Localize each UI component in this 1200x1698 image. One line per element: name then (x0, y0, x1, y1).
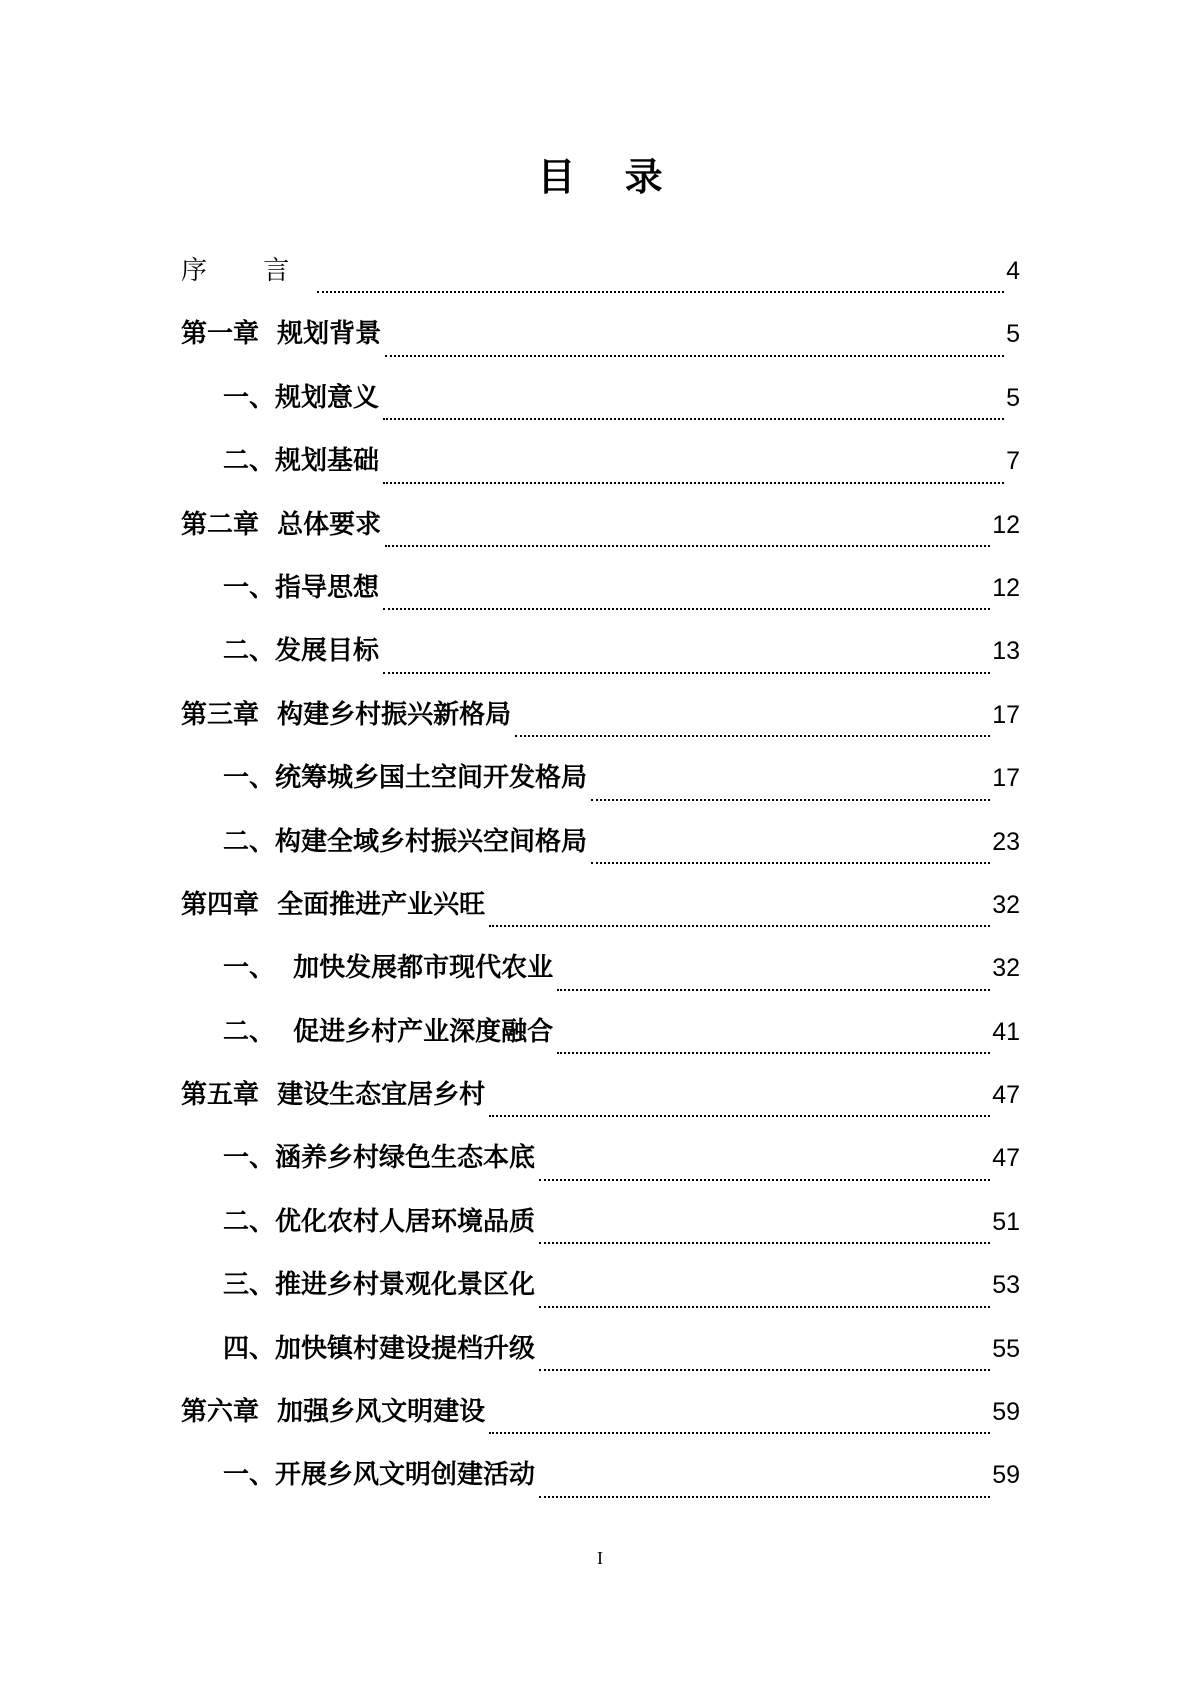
toc-entry-section[interactable] (181, 377, 1020, 440)
toc-entry-chapter-3[interactable] (181, 694, 1020, 757)
toc-entry-page: 23 (992, 827, 1020, 856)
toc-entry-page: 32 (992, 890, 1020, 919)
toc-entry-section[interactable] (181, 757, 1020, 820)
toc-entry-label: 序 言 (181, 256, 314, 286)
dot-leader (539, 1306, 990, 1308)
toc-entry-label: 三、推进乡村景观化景区化 (223, 1270, 536, 1301)
dot-leader (317, 291, 1004, 293)
dot-leader (591, 862, 990, 864)
toc-list (181, 250, 1020, 1518)
toc-entry-label: 第二章 总体要求 (181, 509, 382, 540)
page-number: I (597, 1548, 603, 1568)
dot-leader (489, 925, 990, 927)
toc-entry-page: 12 (992, 510, 1020, 539)
toc-entry-section[interactable] (181, 630, 1020, 693)
toc-entry-label: 一、规划意义 (223, 382, 380, 413)
toc-entry-label: 二、发展目标 (223, 636, 380, 667)
toc-entry-label: 二、 促进乡村产业深度融合 (223, 1016, 554, 1047)
toc-entry-section[interactable] (181, 567, 1020, 630)
toc-entry-page: 47 (992, 1144, 1020, 1173)
dot-leader (383, 418, 1004, 420)
toc-entry-preface[interactable] (181, 250, 1020, 313)
toc-entry-label: 二、规划基础 (223, 446, 380, 477)
toc-entry-page: 32 (992, 954, 1020, 983)
toc-entry-section[interactable] (181, 821, 1020, 884)
toc-entry-page: 53 (992, 1271, 1020, 1300)
toc-entry-label: 第五章 建设生态宜居乡村 (181, 1080, 486, 1111)
toc-entry-label: 二、构建全域乡村振兴空间格局 (223, 826, 588, 857)
toc-title: 目 录 (537, 155, 681, 199)
toc-entry-page: 7 (1006, 447, 1020, 476)
toc-entry-chapter-4[interactable] (181, 884, 1020, 947)
dot-leader (591, 799, 990, 801)
toc-entry-label: 四、加快镇村建设提档升级 (223, 1333, 536, 1364)
toc-entry-label: 第一章 规划背景 (181, 319, 382, 350)
toc-entry-page: 17 (992, 764, 1020, 793)
toc-entry-page: 5 (1006, 320, 1020, 349)
toc-entry-label: 二、优化农村人居环境品质 (223, 1206, 536, 1237)
dot-leader (383, 608, 990, 610)
dot-leader (539, 1179, 990, 1181)
toc-entry-page: 5 (1006, 383, 1020, 412)
toc-entry-page: 17 (992, 700, 1020, 729)
toc-entry-label: 第四章 全面推进产业兴旺 (181, 889, 486, 920)
toc-entry-label: 一、 加快发展都市现代农业 (223, 953, 554, 984)
toc-entry-section[interactable] (181, 947, 1020, 1010)
dot-leader (539, 1242, 990, 1244)
toc-entry-section[interactable] (181, 1011, 1020, 1074)
toc-entry-page: 59 (992, 1398, 1020, 1427)
dot-leader (539, 1496, 990, 1498)
dot-leader (385, 545, 990, 547)
dot-leader (489, 1115, 990, 1117)
dot-leader (383, 482, 1004, 484)
toc-entry-section[interactable] (181, 1137, 1020, 1200)
toc-entry-section[interactable] (181, 1328, 1020, 1391)
toc-entry-label: 一、指导思想 (223, 572, 380, 603)
toc-entry-label: 一、统筹城乡国土空间开发格局 (223, 763, 588, 794)
dot-leader (383, 672, 990, 674)
toc-entry-label: 第三章 构建乡村振兴新格局 (181, 699, 512, 730)
toc-entry-section[interactable] (181, 440, 1020, 503)
toc-entry-chapter-6[interactable] (181, 1391, 1020, 1454)
dot-leader (489, 1432, 990, 1434)
toc-entry-chapter-1[interactable] (181, 313, 1020, 376)
toc-entry-page: 47 (992, 1081, 1020, 1110)
dot-leader (557, 1052, 990, 1054)
toc-entry-chapter-2[interactable] (181, 504, 1020, 567)
toc-entry-label: 一、开展乡风文明创建活动 (223, 1460, 536, 1491)
toc-entry-section[interactable] (181, 1454, 1020, 1517)
toc-entry-page: 13 (992, 637, 1020, 666)
dot-leader (385, 355, 1004, 357)
dot-leader (515, 735, 990, 737)
toc-entry-page: 51 (992, 1207, 1020, 1236)
dot-leader (539, 1369, 990, 1371)
dot-leader (557, 989, 990, 991)
toc-entry-label: 一、涵养乡村绿色生态本底 (223, 1143, 536, 1174)
toc-entry-chapter-5[interactable] (181, 1074, 1020, 1137)
toc-entry-page: 41 (992, 1017, 1020, 1046)
toc-entry-page: 55 (992, 1334, 1020, 1363)
toc-entry-section[interactable] (181, 1264, 1020, 1327)
toc-entry-page: 4 (1006, 257, 1020, 285)
toc-entry-page: 12 (992, 573, 1020, 602)
toc-entry-page: 59 (992, 1461, 1020, 1490)
toc-entry-label: 第六章 加强乡风文明建设 (181, 1397, 486, 1428)
toc-entry-section[interactable] (181, 1201, 1020, 1264)
